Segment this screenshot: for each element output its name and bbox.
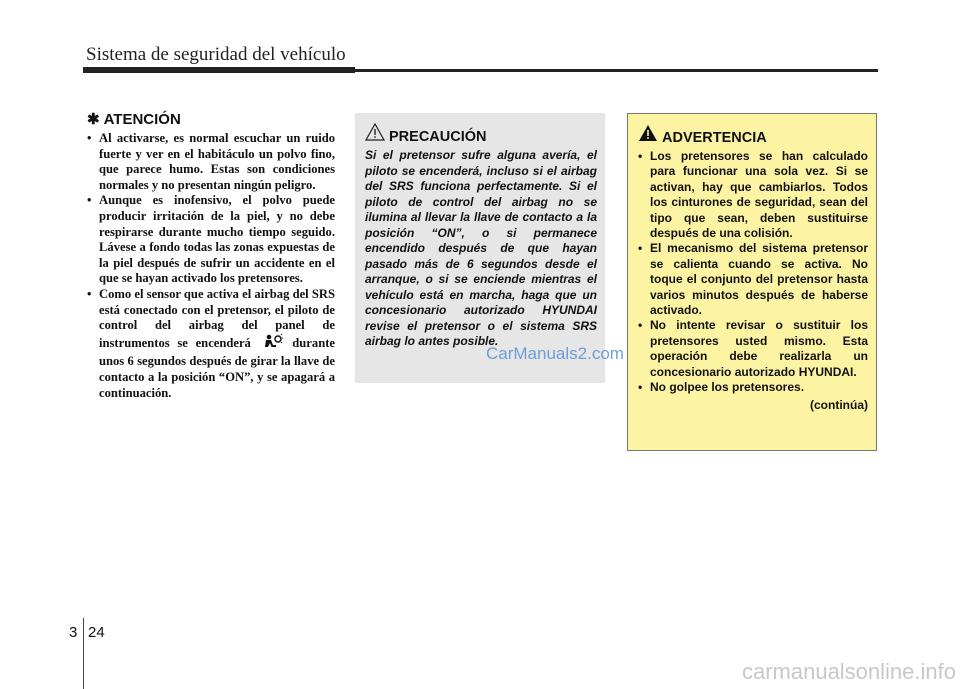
attention-item-text-before: Como el sensor que activa el airbag del SRS está conectado con el pretensor, el piloto de control del airbag del panel de instrumentos se encenderá xyxy=(99,286,335,350)
attention-heading xyxy=(87,110,335,128)
site-watermark: carmanualsonline.info xyxy=(741,659,956,684)
footer-divider xyxy=(83,618,84,689)
page-header-title: Sistema de seguridad del vehículo xyxy=(86,44,346,65)
continued-label: (continúa) xyxy=(810,397,868,412)
attention-section xyxy=(87,110,335,401)
attention-item xyxy=(87,287,335,401)
caution-text: Si el pretensor sufre alguna avería, el piloto se encenderá, incluso si el airbag del SRS funciona perfectamente. Si el piloto de control del airbag no se ilumina al llevar la llave de contacto a la posición “ON”, o si permanece encendido después de que hayan pasado más de 6 segundos desde el arranque, o si se enciende mientras el vehículo está en marcha, haga que un concesionario autorizado HYUNDAI revise el pretensor o el sistema SRS airbag lo antes posible. xyxy=(365,148,597,348)
header-rule-accent xyxy=(83,67,355,73)
caution-heading xyxy=(365,123,597,145)
caution-box xyxy=(355,113,605,383)
warning-title: ADVERTENCIA xyxy=(662,130,767,146)
asterisk-icon: ✱ xyxy=(87,111,100,128)
warning-box xyxy=(627,113,877,451)
warning-heading xyxy=(638,124,868,146)
airbag-warning-icon xyxy=(261,334,283,355)
chapter-number: 3 xyxy=(69,624,78,641)
warning-item: • No intente revisar o sustituir los pretensores usted mismo. Esta operación debe realizarla un concesionario autorizado HYUNDAI. xyxy=(638,318,868,380)
caution-title: PRECAUCIÓN xyxy=(389,129,487,145)
attention-list xyxy=(87,131,335,401)
caution-triangle-icon xyxy=(365,123,385,145)
attention-item: • Aunque es inofensivo, el polvo puede producir irritación de la piel, y no debe respirarse durante mucho tiempo seguido. Lávese a fondo todas las zonas expuestas de la piel después de sufrir un accidente en el que se hayan activado los pretensores. xyxy=(87,193,335,287)
warning-item: • No golpee los pretensores. xyxy=(638,380,868,395)
attention-item-text-after: durante unos 6 segundos después de girar la llave de contacto a la posición “ON”, y se apagará a continuación. xyxy=(99,335,335,400)
attention-item: • Al activarse, es normal escuchar un ruido fuerte y ver en el habitáculo un polvo fino, que parece humo. Estas son condiciones normales y no presentan ningún peligro. xyxy=(87,131,335,193)
warning-item: • Los pretensores se han calculado para funcionar una sola vez. Si se activan, hay que cambiarlos. Todos los cinturones de seguridad, sean del tipo que sean, deben sustituirse después de una colisión. xyxy=(638,149,868,241)
page-number: 24 xyxy=(88,624,105,641)
watermark-text: CarManuals2.com xyxy=(486,344,624,363)
warning-list xyxy=(638,149,868,396)
warning-item: • El mecanismo del sistema pretensor se calienta cuando se activa. No toque el conjunto del pretensor hasta varios minutos después de haberse activado. xyxy=(638,241,868,318)
warning-triangle-icon xyxy=(638,124,658,146)
attention-title: ATENCIÓN xyxy=(103,110,181,128)
